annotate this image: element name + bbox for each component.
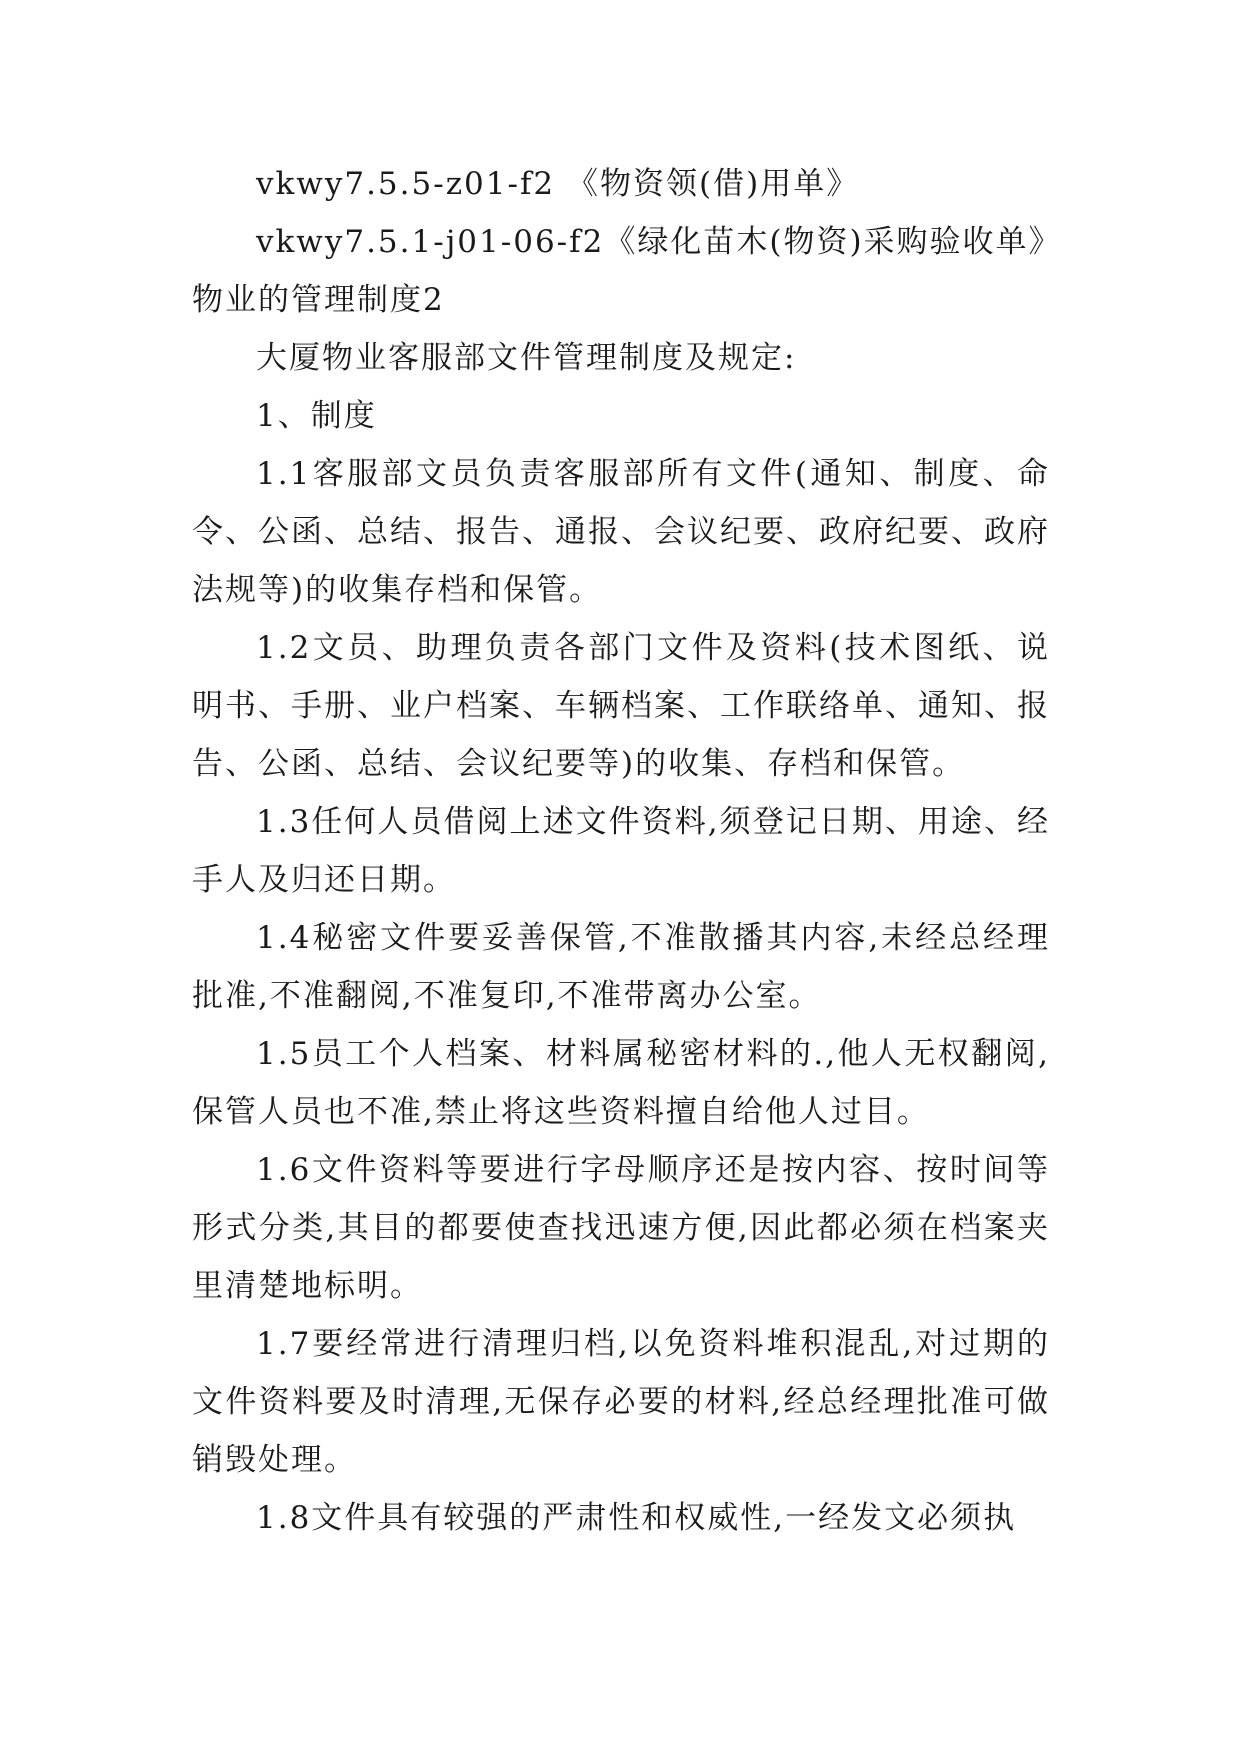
rule-paragraph: 1.6文件资料等要进行字母顺序还是按内容、按时间等形式分类,其目的都要使查找迅速方便,因此都必须在档案夹里清楚地标明。 [192,1152,1050,1304]
rule-paragraph: 1.5员工个人档案、材料属秘密材料的.,他人无权翻阅,保管人员也不准,禁止将这些资料擅自给他人过目。 [192,1036,1050,1130]
rule-paragraph: 1.7要经常进行清理归档,以免资料堆积混乱,对过期的文件资料要及时清理,无保存必要的材料,经总经理批准可做销毁处理。 [192,1326,1050,1478]
rule-paragraph: 1.2文员、助理负责各部门文件及资料(技术图纸、说明书、手册、业户档案、车辆档案、工作联络单、通知、报告、公函、总结、会议纪要等)的收集、存档和保管。 [192,630,1050,782]
rule-paragraph: 1.1客服部文员负责客服部所有文件(通知、制度、命令、公函、总结、报告、通报、会议纪要、政府纪要、政府法规等)的收集存档和保管。 [192,456,1050,608]
form-reference-line: vkwy7.5.5-z01-f2 《物资领(借)用单》 [256,166,860,202]
regulation-title: 大厦物业客服部文件管理制度及规定: [256,340,797,376]
document-body [192,155,1062,1547]
form-reference-line: vkwy7.5.1-j01-06-f2《绿化苗木(物资)采购验收单》 [256,224,1062,260]
rule-paragraph: 1.4秘密文件要妥善保管,不准散播其内容,未经总经理批准,不准翻阅,不准复印,不准带离办公室。 [192,920,1050,1014]
rule-paragraph: 1.8文件具有较强的严肃性和权威性,一经发文必须执 [256,1500,1017,1536]
section-heading: 物业的管理制度2 [192,282,445,318]
section-number-label: 1、制度 [256,398,377,434]
rule-paragraph: 1.3任何人员借阅上述文件资料,须登记日期、用途、经手人及归还日期。 [192,804,1050,898]
